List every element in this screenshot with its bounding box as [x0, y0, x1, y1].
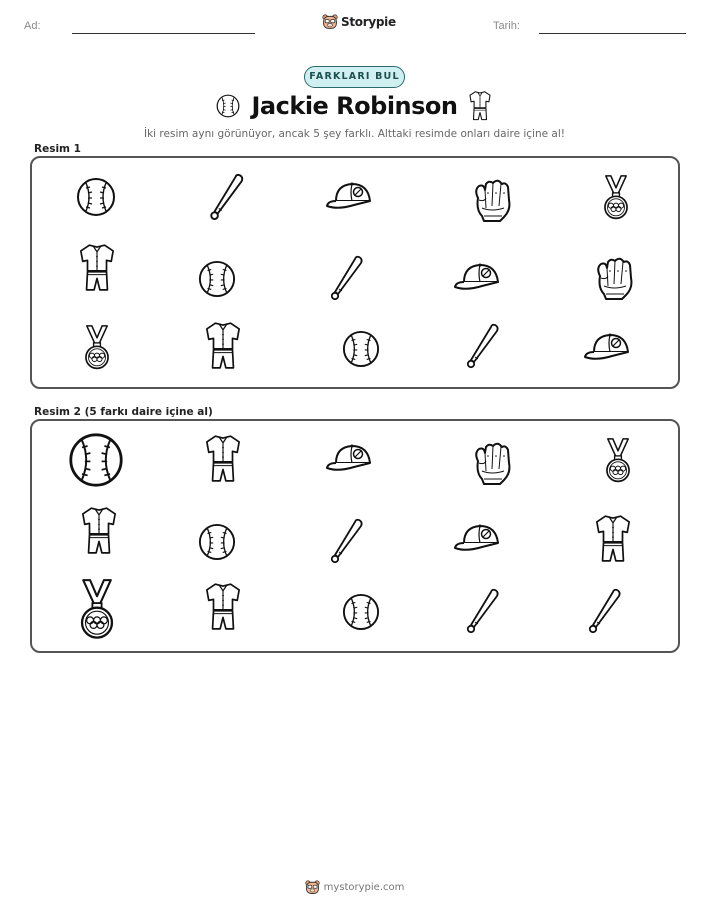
uniform-icon[interactable]	[80, 505, 118, 557]
name-label: Ad:	[24, 20, 41, 32]
date-label: Tarih:	[493, 20, 520, 32]
bear-icon	[322, 14, 338, 30]
baseball-icon[interactable]	[68, 432, 124, 488]
medal-icon	[80, 324, 114, 372]
bat-icon	[204, 172, 248, 224]
uniform-icon[interactable]	[204, 581, 242, 633]
bat-icon	[462, 322, 502, 372]
uniform-icon[interactable]	[594, 513, 632, 565]
cap-icon[interactable]	[324, 439, 374, 479]
date-line[interactable]	[539, 33, 686, 34]
cap-icon	[324, 177, 374, 217]
baseball-icon[interactable]	[342, 593, 380, 631]
medal-icon	[599, 174, 633, 222]
uniform-icon[interactable]	[204, 433, 242, 485]
medal-icon[interactable]	[74, 577, 120, 643]
baseball-icon	[76, 177, 116, 217]
glove-icon	[592, 256, 636, 302]
bat-icon[interactable]	[462, 587, 502, 637]
baseball-icon	[342, 330, 380, 368]
brand-name: Storypie	[341, 15, 396, 29]
cap-icon	[582, 328, 632, 368]
picture-2-label: Resim 2 (5 farkı daire içine al)	[34, 406, 213, 418]
picture-2-panel[interactable]	[30, 419, 680, 653]
medal-icon[interactable]	[601, 437, 635, 485]
bat-icon[interactable]	[326, 517, 366, 567]
glove-icon	[470, 178, 514, 224]
bat-icon[interactable]	[584, 587, 624, 637]
brand-logo	[322, 13, 396, 31]
bat-icon	[326, 254, 366, 304]
uniform-icon	[78, 242, 116, 294]
uniform-icon	[468, 90, 492, 122]
bear-icon	[305, 880, 320, 895]
instructions: İki resim aynı görünüyor, ancak 5 şey farklı. Alttaki resimde onları daire içine al!	[144, 128, 565, 140]
baseball-icon	[198, 260, 236, 298]
footer-site[interactable]: mystorypie.com	[323, 882, 405, 893]
baseball-icon[interactable]	[198, 523, 236, 561]
glove-icon[interactable]	[470, 441, 514, 487]
picture-1-label: Resim 1	[34, 143, 81, 155]
cap-icon[interactable]	[452, 519, 502, 559]
page-title: Jackie Robinson	[251, 92, 458, 120]
name-line[interactable]	[72, 33, 255, 34]
picture-1-panel	[30, 156, 680, 389]
uniform-icon	[204, 320, 242, 372]
footer	[0, 880, 709, 895]
cap-icon	[452, 258, 502, 298]
activity-badge: FARKLARI BUL	[304, 66, 405, 88]
